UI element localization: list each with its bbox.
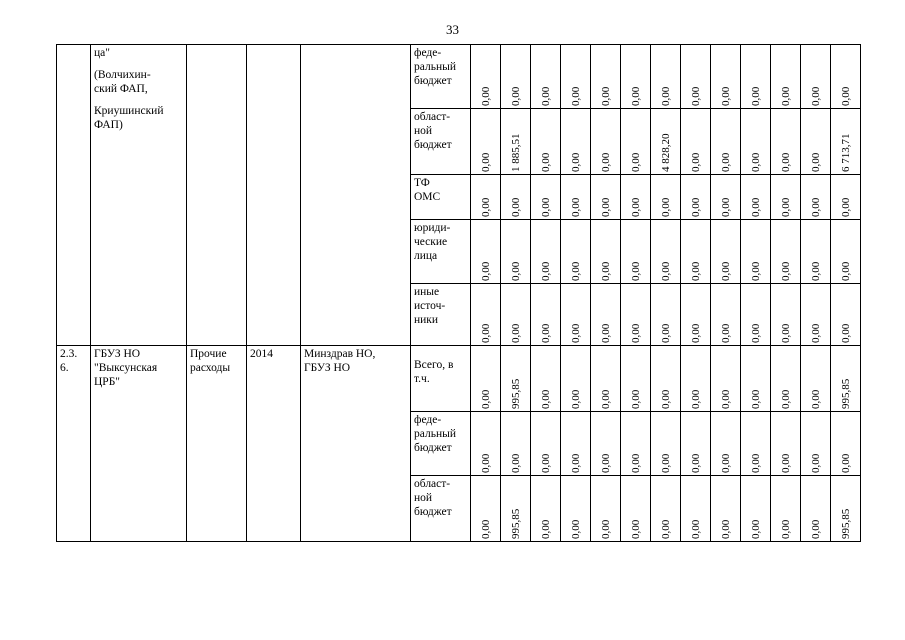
value-cell — [561, 45, 591, 109]
value-text: 0,00 — [659, 519, 672, 539]
value-cell — [471, 109, 501, 175]
value-cell — [711, 346, 741, 412]
value-text: 0,00 — [689, 86, 702, 106]
value-text: 0,00 — [599, 152, 612, 172]
value-cell — [801, 412, 831, 476]
value-cell — [561, 220, 591, 284]
cell-line: ТФ — [414, 177, 430, 189]
cell-line: источ- — [414, 300, 446, 312]
value-cell — [831, 175, 861, 220]
value-cell — [681, 220, 711, 284]
value-text: 0,00 — [479, 453, 492, 473]
value-cell — [651, 284, 681, 346]
cell-line: иные — [414, 286, 440, 298]
value-cell — [471, 346, 501, 412]
value-text: 0,00 — [779, 261, 792, 281]
cell-line: 2.3. — [60, 348, 78, 360]
source-cell — [411, 220, 471, 284]
value-cell — [741, 109, 771, 175]
value-text: 0,00 — [479, 519, 492, 539]
name-cell — [91, 45, 187, 346]
cell-line: ФАП) — [94, 119, 123, 131]
value-text: 0,00 — [809, 389, 822, 409]
value-text: 0,00 — [569, 86, 582, 106]
cell-line: ральный — [414, 428, 456, 440]
value-cell — [771, 412, 801, 476]
value-text: 0,00 — [779, 323, 792, 343]
value-cell — [711, 476, 741, 542]
table-body — [57, 45, 861, 542]
value-text: 0,00 — [539, 152, 552, 172]
table-row — [57, 45, 861, 109]
value-cell — [471, 45, 501, 109]
value-text: 0,00 — [659, 389, 672, 409]
value-text: 0,00 — [629, 152, 642, 172]
value-cell — [681, 109, 711, 175]
value-cell — [801, 175, 831, 220]
value-text: 0,00 — [509, 261, 522, 281]
value-text: 0,00 — [749, 86, 762, 106]
value-text: 0,00 — [539, 519, 552, 539]
value-text: 0,00 — [659, 86, 672, 106]
value-text: 995,85 — [509, 508, 522, 539]
value-cell — [801, 220, 831, 284]
value-text: 0,00 — [809, 453, 822, 473]
value-text: 0,00 — [659, 453, 672, 473]
value-cell — [741, 45, 771, 109]
value-cell — [711, 45, 741, 109]
value-cell — [741, 346, 771, 412]
value-text: 0,00 — [779, 389, 792, 409]
value-cell — [651, 45, 681, 109]
cell-line: Прочие — [190, 348, 227, 360]
value-text: 0,00 — [569, 453, 582, 473]
value-cell — [561, 346, 591, 412]
value-cell — [501, 412, 531, 476]
value-text: 995,85 — [839, 378, 852, 409]
value-cell — [621, 175, 651, 220]
value-cell — [831, 284, 861, 346]
value-text: 0,00 — [629, 453, 642, 473]
value-text: 0,00 — [629, 86, 642, 106]
value-cell — [771, 284, 801, 346]
value-cell — [651, 220, 681, 284]
value-text: 0,00 — [749, 519, 762, 539]
value-text: 0,00 — [719, 453, 732, 473]
value-cell — [651, 346, 681, 412]
source-cell — [411, 476, 471, 542]
value-text: 0,00 — [539, 453, 552, 473]
cell-line: т.ч. — [414, 373, 430, 385]
value-text: 0,00 — [539, 197, 552, 217]
value-text: 0,00 — [749, 261, 762, 281]
value-cell — [591, 175, 621, 220]
value-text: 0,00 — [629, 323, 642, 343]
value-cell — [741, 476, 771, 542]
value-text: 0,00 — [809, 152, 822, 172]
value-text: 0,00 — [689, 197, 702, 217]
value-text: 0,00 — [719, 389, 732, 409]
cell-line: Всего, в — [414, 359, 454, 371]
value-cell — [741, 220, 771, 284]
source-cell — [411, 284, 471, 346]
cell-line: бюджет — [414, 442, 452, 454]
line-gap — [94, 96, 183, 104]
value-cell — [621, 45, 651, 109]
value-cell — [711, 412, 741, 476]
value-cell — [801, 346, 831, 412]
value-cell — [531, 476, 561, 542]
value-cell — [531, 175, 561, 220]
value-cell — [591, 476, 621, 542]
value-text: 0,00 — [689, 519, 702, 539]
value-text: 0,00 — [809, 197, 822, 217]
value-text: 0,00 — [779, 152, 792, 172]
cell-line: област- — [414, 478, 451, 490]
value-cell — [531, 45, 561, 109]
value-cell — [771, 220, 801, 284]
cell-line: (Волчихин- — [94, 69, 151, 81]
value-cell — [651, 476, 681, 542]
value-text: 0,00 — [479, 261, 492, 281]
value-text: 0,00 — [689, 261, 702, 281]
value-text: 0,00 — [599, 453, 612, 473]
budget-table — [56, 44, 861, 542]
value-cell — [501, 476, 531, 542]
cell-line: феде- — [414, 47, 442, 59]
value-cell — [621, 346, 651, 412]
value-cell — [831, 346, 861, 412]
value-cell — [771, 45, 801, 109]
cell-line: юриди- — [414, 222, 451, 234]
value-cell — [591, 220, 621, 284]
value-cell — [681, 45, 711, 109]
value-text: 0,00 — [659, 323, 672, 343]
value-cell — [771, 346, 801, 412]
value-text: 0,00 — [689, 389, 702, 409]
cell-line: бюджет — [414, 139, 452, 151]
value-text: 0,00 — [599, 519, 612, 539]
value-cell — [831, 412, 861, 476]
value-cell — [531, 109, 561, 175]
value-cell — [681, 346, 711, 412]
value-text: 0,00 — [599, 86, 612, 106]
value-cell — [771, 175, 801, 220]
value-cell — [471, 476, 501, 542]
value-text: 0,00 — [659, 261, 672, 281]
source-cell — [411, 45, 471, 109]
value-text: 4 828,20 — [659, 133, 672, 172]
cell-line: ческие — [414, 236, 448, 248]
value-cell — [591, 284, 621, 346]
value-cell — [561, 412, 591, 476]
cell-line: бюджет — [414, 75, 452, 87]
value-cell — [471, 175, 501, 220]
value-text: 0,00 — [509, 323, 522, 343]
value-text: 0,00 — [509, 86, 522, 106]
value-text: 0,00 — [719, 86, 732, 106]
cell-line: ский ФАП, — [94, 83, 148, 95]
cell-line: ОМС — [414, 191, 441, 203]
value-cell — [591, 45, 621, 109]
cell-line: ной — [414, 492, 433, 504]
value-text: 0,00 — [779, 197, 792, 217]
value-text: 0,00 — [779, 453, 792, 473]
value-cell — [561, 476, 591, 542]
value-text: 0,00 — [749, 197, 762, 217]
year-cell — [247, 45, 301, 346]
value-cell — [771, 109, 801, 175]
value-cell — [561, 109, 591, 175]
value-text: 0,00 — [749, 323, 762, 343]
source-cell — [411, 412, 471, 476]
expense-type-cell — [187, 45, 247, 346]
value-cell — [741, 175, 771, 220]
value-cell — [501, 45, 531, 109]
value-cell — [801, 284, 831, 346]
value-cell — [681, 175, 711, 220]
value-text: 0,00 — [569, 323, 582, 343]
value-text: 0,00 — [569, 261, 582, 281]
value-text: 0,00 — [509, 453, 522, 473]
value-text: 0,00 — [569, 389, 582, 409]
value-cell — [501, 284, 531, 346]
executor-cell — [301, 346, 411, 542]
cell-line: област- — [414, 111, 451, 123]
cell-line: 6. — [60, 362, 69, 374]
value-text: 0,00 — [569, 197, 582, 217]
value-text: 0,00 — [479, 86, 492, 106]
value-text: 0,00 — [599, 261, 612, 281]
cell-line: ЦРБ" — [94, 376, 120, 388]
value-cell — [501, 175, 531, 220]
expense-type-cell — [187, 346, 247, 542]
value-text: 0,00 — [839, 86, 852, 106]
page-number: 33 — [446, 22, 459, 37]
value-cell — [471, 412, 501, 476]
source-cell — [411, 346, 471, 412]
value-text: 0,00 — [749, 389, 762, 409]
value-text: 0,00 — [479, 197, 492, 217]
value-cell — [531, 284, 561, 346]
executor-cell — [301, 45, 411, 346]
cell-line: ральный — [414, 61, 456, 73]
value-text: 6 713,71 — [839, 133, 852, 172]
source-cell — [411, 109, 471, 175]
value-text: 0,00 — [479, 323, 492, 343]
value-cell — [771, 476, 801, 542]
value-cell — [621, 284, 651, 346]
cell-line: ГБУЗ НО — [94, 348, 141, 360]
value-text: 0,00 — [839, 453, 852, 473]
value-text: 0,00 — [809, 261, 822, 281]
value-text: 0,00 — [809, 519, 822, 539]
value-cell — [741, 412, 771, 476]
value-text: 995,85 — [509, 378, 522, 409]
value-text: 0,00 — [569, 519, 582, 539]
value-text: 0,00 — [689, 453, 702, 473]
value-cell — [591, 109, 621, 175]
value-text: 0,00 — [839, 323, 852, 343]
value-cell — [831, 476, 861, 542]
value-cell — [831, 45, 861, 109]
value-cell — [801, 109, 831, 175]
value-text: 0,00 — [629, 197, 642, 217]
cell-line: Минздрав НО, — [304, 348, 376, 360]
value-text: 0,00 — [689, 152, 702, 172]
value-cell — [531, 220, 561, 284]
value-cell — [621, 220, 651, 284]
value-text: 0,00 — [749, 453, 762, 473]
value-text: 0,00 — [599, 323, 612, 343]
cell-line: Криушинский — [94, 105, 164, 117]
value-text: 0,00 — [539, 86, 552, 106]
value-text: 0,00 — [719, 152, 732, 172]
value-cell — [591, 346, 621, 412]
cell-line: лица — [414, 250, 438, 262]
year-cell: 2014 — [247, 346, 301, 542]
number-cell — [57, 346, 91, 542]
value-cell — [681, 476, 711, 542]
value-cell — [651, 175, 681, 220]
cell-line: бюджет — [414, 506, 452, 518]
value-cell — [561, 175, 591, 220]
value-cell — [531, 412, 561, 476]
cell-line: феде- — [414, 414, 442, 426]
value-cell — [501, 220, 531, 284]
value-text: 0,00 — [749, 152, 762, 172]
value-cell — [801, 476, 831, 542]
source-cell — [411, 175, 471, 220]
value-text: 0,00 — [839, 261, 852, 281]
value-text: 0,00 — [689, 323, 702, 343]
value-cell — [741, 284, 771, 346]
cell-line: ГБУЗ НО — [304, 362, 351, 374]
value-cell — [501, 346, 531, 412]
value-text: 0,00 — [509, 197, 522, 217]
value-text: 0,00 — [839, 197, 852, 217]
value-text: 0,00 — [599, 197, 612, 217]
value-cell — [711, 109, 741, 175]
cell-line: "Выксунская — [94, 362, 158, 374]
value-cell — [471, 220, 501, 284]
value-text: 0,00 — [539, 389, 552, 409]
value-cell — [801, 45, 831, 109]
value-text: 0,00 — [719, 197, 732, 217]
value-cell — [711, 284, 741, 346]
value-text: 0,00 — [719, 261, 732, 281]
value-cell — [831, 220, 861, 284]
value-cell — [711, 175, 741, 220]
value-cell — [621, 412, 651, 476]
value-text: 0,00 — [479, 152, 492, 172]
value-text: 0,00 — [629, 261, 642, 281]
value-text: 0,00 — [629, 519, 642, 539]
value-cell — [621, 476, 651, 542]
cell-line: ной — [414, 125, 433, 137]
value-text: 0,00 — [629, 389, 642, 409]
value-text: 1 885,51 — [509, 133, 522, 172]
value-text: 0,00 — [779, 519, 792, 539]
cell-line: ники — [414, 314, 439, 326]
value-text: 0,00 — [539, 323, 552, 343]
value-text: 0,00 — [659, 197, 672, 217]
cell-line: расходы — [190, 362, 231, 374]
value-text: 0,00 — [809, 323, 822, 343]
value-cell — [681, 284, 711, 346]
value-cell — [531, 346, 561, 412]
value-cell — [651, 109, 681, 175]
value-text: 0,00 — [779, 86, 792, 106]
value-text: 0,00 — [599, 389, 612, 409]
value-text: 0,00 — [539, 261, 552, 281]
value-text: 0,00 — [569, 152, 582, 172]
value-cell — [681, 412, 711, 476]
value-cell — [711, 220, 741, 284]
value-cell — [471, 284, 501, 346]
value-text: 0,00 — [809, 86, 822, 106]
table-row — [57, 346, 861, 412]
value-text: 0,00 — [719, 519, 732, 539]
value-cell — [651, 412, 681, 476]
value-cell — [591, 412, 621, 476]
number-cell — [57, 45, 91, 346]
name-cell — [91, 346, 187, 542]
value-text: 0,00 — [719, 323, 732, 343]
value-cell — [501, 109, 531, 175]
cell-line: ца" — [94, 47, 110, 59]
value-text: 995,85 — [839, 508, 852, 539]
value-cell — [561, 284, 591, 346]
line-gap — [94, 60, 183, 68]
value-cell — [831, 109, 861, 175]
value-text: 0,00 — [479, 389, 492, 409]
value-cell — [621, 109, 651, 175]
